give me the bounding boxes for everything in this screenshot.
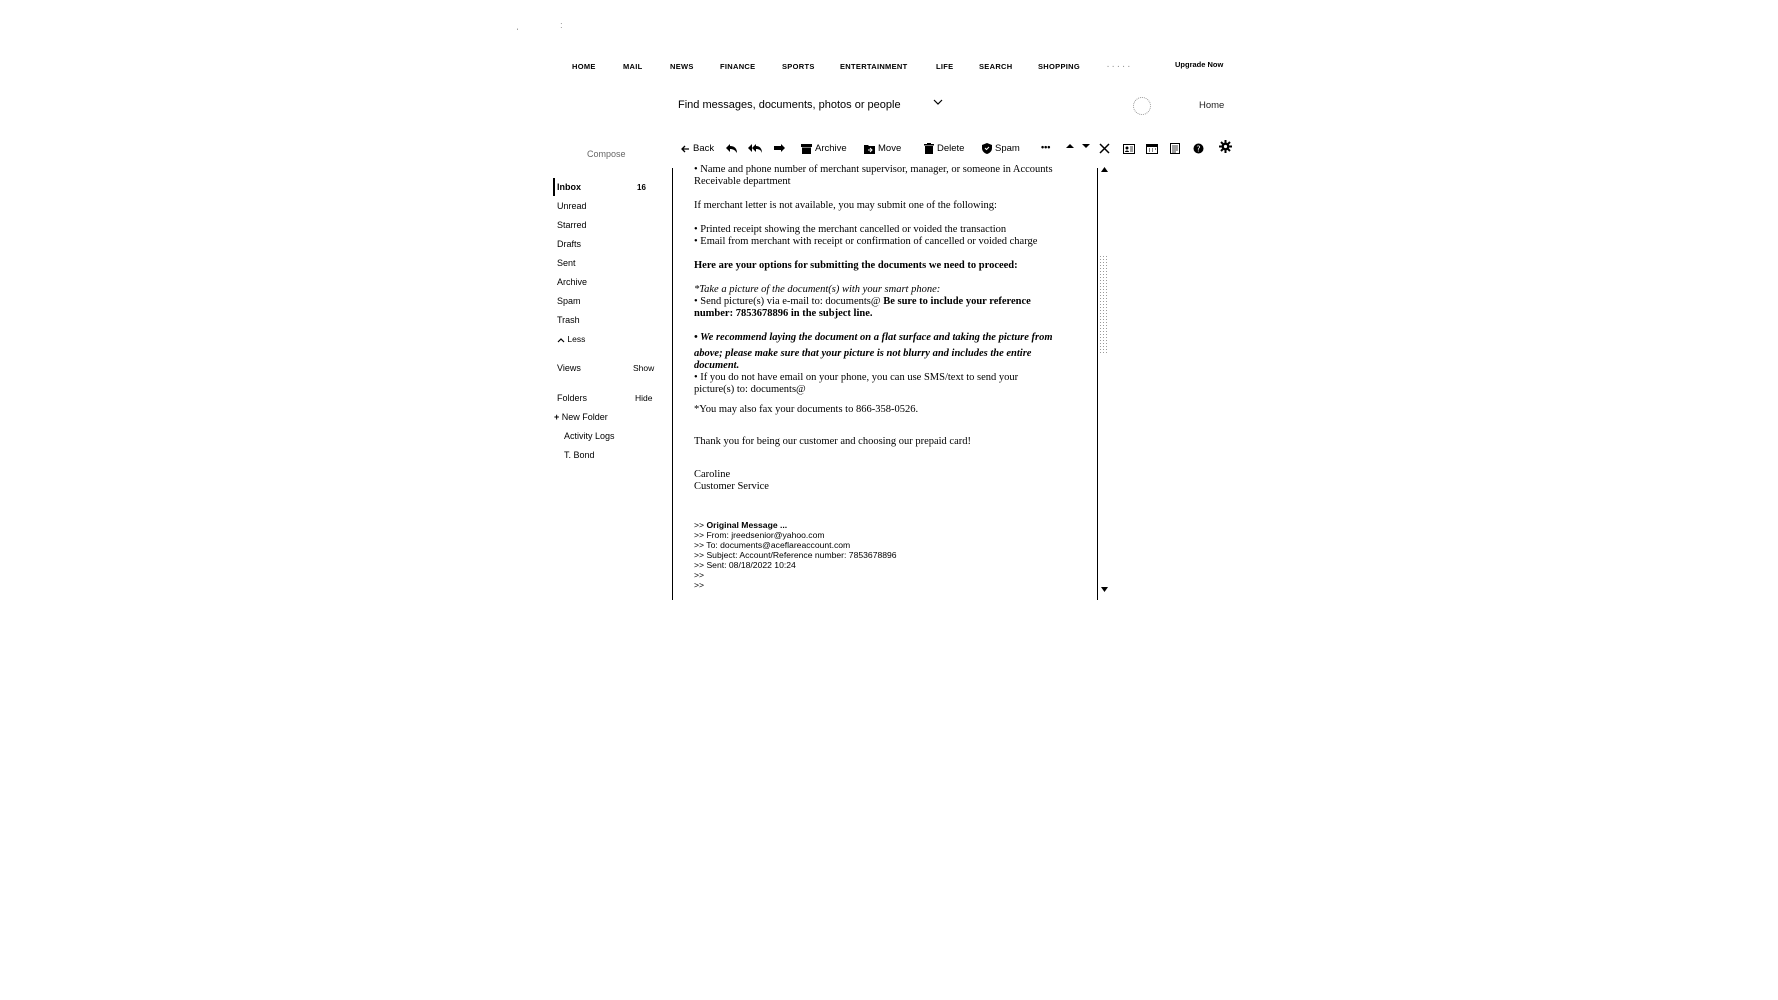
message-line: *Take a picture of the document(s) with your smart phone: xyxy=(694,284,941,295)
pane-divider-right xyxy=(1097,168,1098,600)
more-button[interactable]: ••• xyxy=(1041,142,1051,152)
home-link[interactable]: Home xyxy=(1199,100,1225,111)
message-text: • Send picture(s) via e-mail to: documents@ xyxy=(694,296,884,307)
caret-up-icon xyxy=(1066,143,1074,149)
views-heading: Views xyxy=(557,363,581,373)
archive-button[interactable] xyxy=(801,143,847,154)
quoted-line xyxy=(694,520,1094,530)
nav-sports[interactable]: SPORTS xyxy=(782,62,815,71)
sidebar-item-less[interactable] xyxy=(557,334,585,344)
back-label: Back xyxy=(693,143,715,154)
message-line: • Name and phone number of merchant supervisor, manager, or someone in Accounts xyxy=(694,164,1053,175)
quoted-line: >> xyxy=(694,570,705,580)
corner-mark-right: ː xyxy=(560,20,563,30)
quoted-text: From: jreedsenior@yahoo.com xyxy=(706,530,825,540)
message-line: document. xyxy=(694,360,740,371)
sidebar-item-unread[interactable]: Unread xyxy=(557,201,587,211)
quoted-text: Original Message ... xyxy=(706,520,788,530)
previous-message-button[interactable] xyxy=(1066,143,1074,149)
compose-button[interactable]: Compose xyxy=(587,149,626,159)
new-folder-label: New Folder xyxy=(561,412,608,422)
nav-search[interactable]: SEARCH xyxy=(979,62,1013,71)
sidebar-item-sent[interactable]: Sent xyxy=(557,258,576,268)
signature-name: Caroline xyxy=(694,469,731,480)
help-icon[interactable] xyxy=(1193,141,1204,159)
message-line: Thank you for being our customer and choosing our prepaid card! xyxy=(694,436,971,447)
quoted-text: To: documents@aceflareaccount.com xyxy=(706,540,851,550)
reply-icon xyxy=(725,143,738,154)
plus-icon: + xyxy=(554,412,560,422)
quoted-line xyxy=(694,560,1094,570)
less-label: Less xyxy=(567,334,586,344)
search-input[interactable] xyxy=(678,97,928,113)
next-message-button[interactable] xyxy=(1082,143,1090,149)
folder-activity-logs[interactable]: Activity Logs xyxy=(564,431,615,441)
sidebar-item-trash[interactable]: Trash xyxy=(557,315,580,325)
views-show-toggle[interactable]: Show xyxy=(633,363,655,373)
quoted-text: Subject: Account/Reference number: 7853678896 xyxy=(706,550,897,560)
nav-life[interactable]: LIFE xyxy=(936,62,954,71)
top-nav xyxy=(572,62,1232,76)
nav-home[interactable]: HOME xyxy=(572,62,596,71)
delete-button[interactable] xyxy=(924,143,964,154)
sidebar-item-starred[interactable]: Starred xyxy=(557,220,587,230)
contacts-icon[interactable] xyxy=(1123,141,1135,159)
message-line: • Printed receipt showing the merchant cancelled or voided the transaction xyxy=(694,224,1007,235)
quote-prefix: >> xyxy=(694,550,707,560)
close-icon xyxy=(1099,143,1110,154)
chevron-down-icon[interactable] xyxy=(933,97,943,109)
spam-label: Spam xyxy=(995,143,1020,154)
reply-all-button[interactable] xyxy=(748,143,763,154)
spam-button[interactable] xyxy=(982,143,1020,154)
sidebar-item-archive[interactable]: Archive xyxy=(557,277,588,287)
message-text-bold: Be sure to include your reference xyxy=(883,296,1031,307)
quote-prefix: >> xyxy=(694,520,707,530)
message-line: picture(s) to: documents@ xyxy=(694,384,806,395)
message-line: number: 7853678896 in the subject line. xyxy=(694,308,873,319)
archive-label: Archive xyxy=(815,143,847,154)
shield-icon xyxy=(982,143,992,154)
message-heading: Here are your options for submitting the documents we need to proceed: xyxy=(694,260,1018,271)
quoted-line xyxy=(694,540,1094,550)
upgrade-now-link[interactable]: Upgrade Now xyxy=(1175,60,1224,69)
scrollbar-thumb[interactable] xyxy=(1099,255,1109,353)
notepad-icon[interactable] xyxy=(1170,141,1180,159)
caret-down-icon xyxy=(1082,143,1090,149)
quoted-text: Sent: 08/18/2022 10:24 xyxy=(706,560,796,570)
signature-title: Customer Service xyxy=(694,481,769,492)
move-label: Move xyxy=(878,143,902,154)
gear-icon[interactable] xyxy=(1219,140,1232,158)
new-folder-button[interactable] xyxy=(554,412,608,422)
move-button[interactable] xyxy=(864,143,901,154)
nav-news[interactable]: NEWS xyxy=(670,62,694,71)
sidebar-item-drafts[interactable]: Drafts xyxy=(557,239,582,249)
quoted-line xyxy=(694,530,1094,540)
folders-heading: Folders xyxy=(557,393,588,403)
message-line: *You may also fax your documents to 866-358-0526. xyxy=(694,404,919,415)
forward-button[interactable] xyxy=(773,143,786,154)
chevron-up-icon xyxy=(557,337,565,343)
message-line xyxy=(694,296,1094,308)
quoted-line: >> xyxy=(694,580,705,590)
message-line: If merchant letter is not available, you may submit one of the following: xyxy=(694,200,997,211)
scroll-up-icon[interactable] xyxy=(1101,167,1108,174)
arrow-left-icon xyxy=(680,144,690,154)
quote-prefix: >> xyxy=(694,530,707,540)
quote-prefix: >> xyxy=(694,560,707,570)
message-line: • We recommend laying the document on a flat surface and taking the picture from xyxy=(694,332,1053,343)
avatar[interactable] xyxy=(1133,97,1151,115)
nav-entertainment[interactable]: ENTERTAINMENT xyxy=(840,62,908,71)
reply-all-icon xyxy=(748,143,763,154)
message-line: Receivable department xyxy=(694,176,791,187)
nav-shopping[interactable]: SHOPPING xyxy=(1038,62,1080,71)
archive-icon xyxy=(801,144,812,154)
folder-move-icon xyxy=(864,144,875,154)
nav-finance[interactable]: FINANCE xyxy=(720,62,756,71)
svg-text:?: ? xyxy=(1196,144,1201,154)
message-line: above; please make sure that your picture is not blurry and includes the entire xyxy=(694,348,1032,359)
reply-button[interactable] xyxy=(725,143,738,154)
folders-hide-toggle[interactable]: Hide xyxy=(635,393,653,403)
quoted-line xyxy=(694,550,1094,560)
search-bar[interactable] xyxy=(678,97,948,115)
corner-mark-left: ˌ xyxy=(516,20,519,30)
message-line: • If you do not have email on your phone, you can use SMS/text to send your xyxy=(694,372,1019,383)
nav-mail[interactable]: MAIL xyxy=(623,62,643,71)
sidebar-item-inbox[interactable]: Inbox xyxy=(557,182,581,192)
pane-divider-left xyxy=(672,168,673,600)
calendar-icon[interactable] xyxy=(1146,141,1158,159)
message-line: • Email from merchant with receipt or confirmation of cancelled or voided charge xyxy=(694,236,1038,247)
quote-prefix: >> xyxy=(694,540,707,550)
trash-icon xyxy=(924,143,934,154)
close-button[interactable] xyxy=(1099,143,1110,154)
inbox-count-badge: 16 xyxy=(637,183,646,192)
delete-label: Delete xyxy=(937,143,965,154)
nav-faded-item[interactable]: · · · · · xyxy=(1107,62,1131,71)
active-indicator xyxy=(553,178,555,196)
back-button[interactable] xyxy=(680,143,714,154)
sidebar-item-spam[interactable]: Spam xyxy=(557,296,581,306)
scroll-down-icon[interactable] xyxy=(1101,587,1108,594)
folder-t-bond[interactable]: T. Bond xyxy=(564,450,595,460)
forward-icon xyxy=(773,143,786,154)
